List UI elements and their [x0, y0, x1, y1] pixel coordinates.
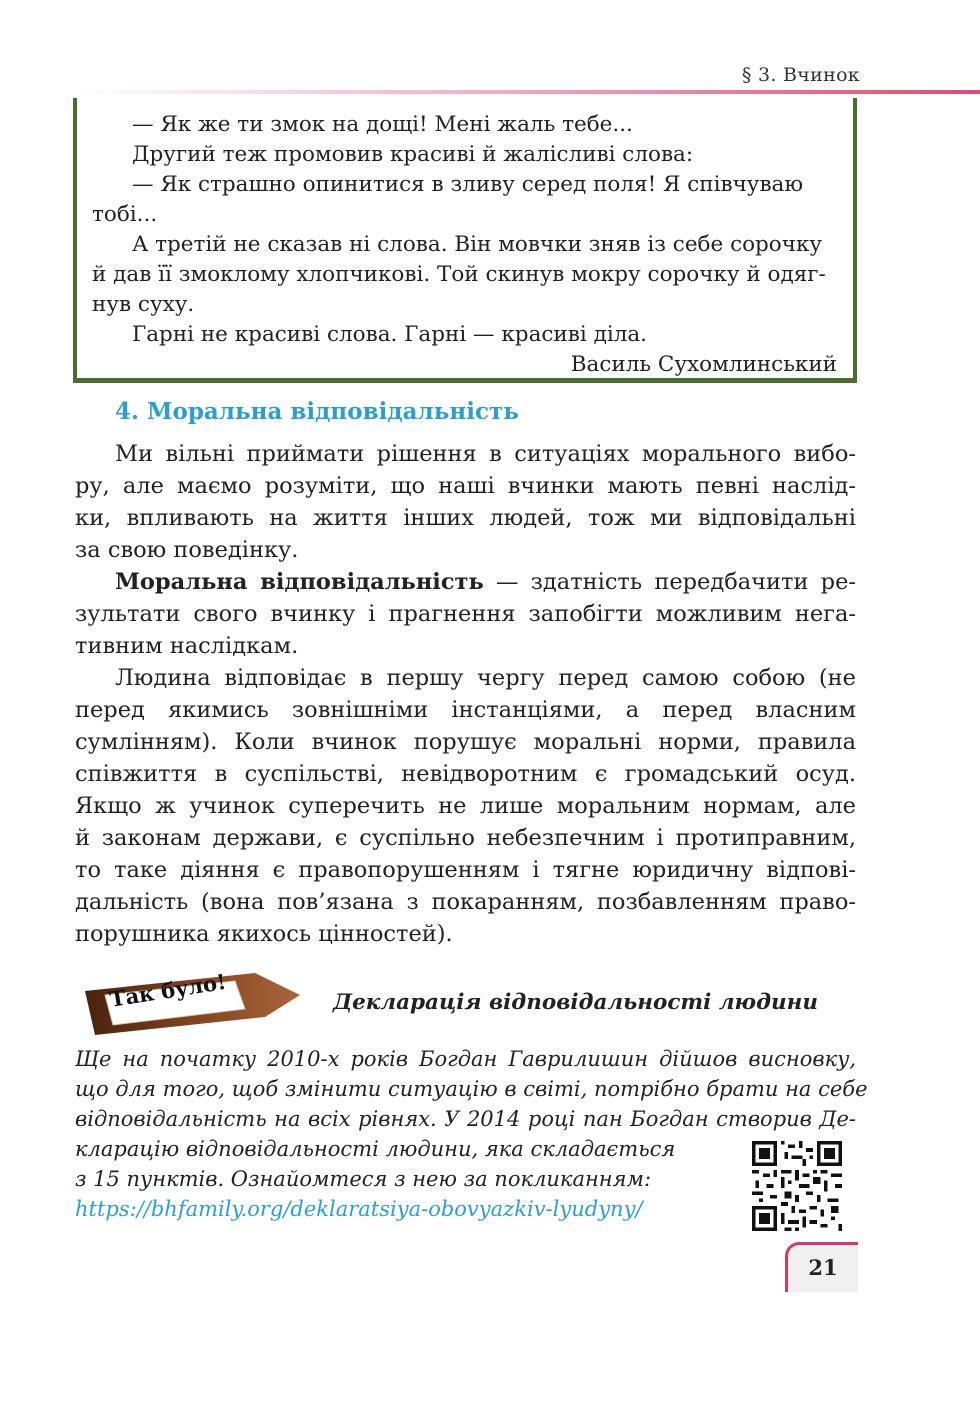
story-line: — Як страшно опинитися в зливу серед поля! Я співчуваю — [132, 172, 804, 197]
definition-line — [75, 566, 856, 598]
banner-label: Так було! — [108, 968, 228, 1012]
story-box — [73, 98, 857, 383]
paragraph-line: й законам держави, є суспільно небезпечним і протиправним, — [75, 825, 856, 851]
page-number: 21 — [808, 1255, 838, 1280]
definition-text: — здатність передбачити ре- — [483, 569, 856, 595]
story-line: Гарні не красиві слова. Гарні — красиві діла. — [132, 322, 648, 347]
paragraph-line: зультати свого вчинку і прагнення запобігти можливим нега- — [75, 601, 856, 627]
paragraph-line: за свою поведінку. — [75, 537, 299, 563]
paragraph-line: ру, але маємо розуміти, що наші вчинки мають певні наслід- — [75, 473, 856, 499]
story-author: Василь Сухомлинський — [570, 352, 837, 377]
running-header: § 3. Вчинок — [741, 64, 860, 86]
paragraph-line: перед якимись зовнішніми інстанціями, а перед власним — [75, 697, 856, 723]
section-heading: 4. Моральна відповідальність — [115, 398, 519, 425]
box-line: Ще на початку 2010-х років Богдан Гаврилишин дійшов висновку, — [75, 1047, 856, 1071]
story-line: нув суху. — [92, 292, 195, 317]
box-line: що для того, щоб змінити ситуацію в світі, потрібно брати на себе — [75, 1077, 868, 1101]
declaration-link[interactable]: https://bhfamily.org/deklaratsiya-obovyazkiv-lyudyny/ — [75, 1197, 643, 1221]
story-line: А третій не сказав ні слова. Він мовчки зняв із себе сорочку — [132, 232, 823, 257]
box-line: відповідальність на всіх рівнях. У 2014 році пан Богдан створив Де- — [75, 1107, 856, 1131]
box-line: з 15 пунктів. Ознайомтеся з нею за покликанням: — [75, 1167, 652, 1191]
header-rule — [75, 90, 980, 94]
paragraph-line: порушника якихось цінностей). — [75, 921, 453, 947]
paragraph-line: співжиття в суспільстві, невідворотним є громадський осуд. — [75, 761, 856, 787]
paragraph-line: Людина відповідає в першу чергу перед самою собою (не — [115, 665, 856, 691]
paragraph-line: дальність (вона пов’язана з покаранням, позбавленням право- — [75, 889, 856, 915]
box-line: кларацію відповідальності людини, яка складається — [75, 1137, 676, 1161]
story-line: — Як же ти змок на дощі! Мені жаль тебе... — [132, 112, 633, 137]
page-number-tab — [785, 1242, 858, 1292]
box-title: Декларація відповідальності людини — [333, 990, 818, 1015]
story-line: Другий теж промовив красиві й жалісливі слова: — [132, 142, 694, 167]
definition-term: Моральна відповідальність — [115, 569, 484, 595]
paragraph-line: то таке діяння є правопорушенням і тягне юридичну відпові- — [75, 857, 856, 883]
paragraph-line: ки, впливають на життя інших людей, тож ми відповідальні — [75, 505, 856, 531]
story-line: тобі... — [92, 202, 158, 227]
story-line: й дав її змоклому хлопчикові. Той скинув мокру сорочку й одяг- — [92, 262, 826, 287]
paragraph-line: сумлінням). Коли вчинок порушує моральні норми, правила — [75, 729, 856, 755]
paragraph-line: Якщо ж учинок суперечить не лише моральним нормам, але — [75, 793, 856, 819]
qr-code-icon[interactable] — [752, 1141, 842, 1231]
paragraph-line: Ми вільні приймати рішення в ситуаціях морального вибо- — [115, 441, 856, 467]
paragraph-line: тивним наслідкам. — [75, 633, 299, 659]
